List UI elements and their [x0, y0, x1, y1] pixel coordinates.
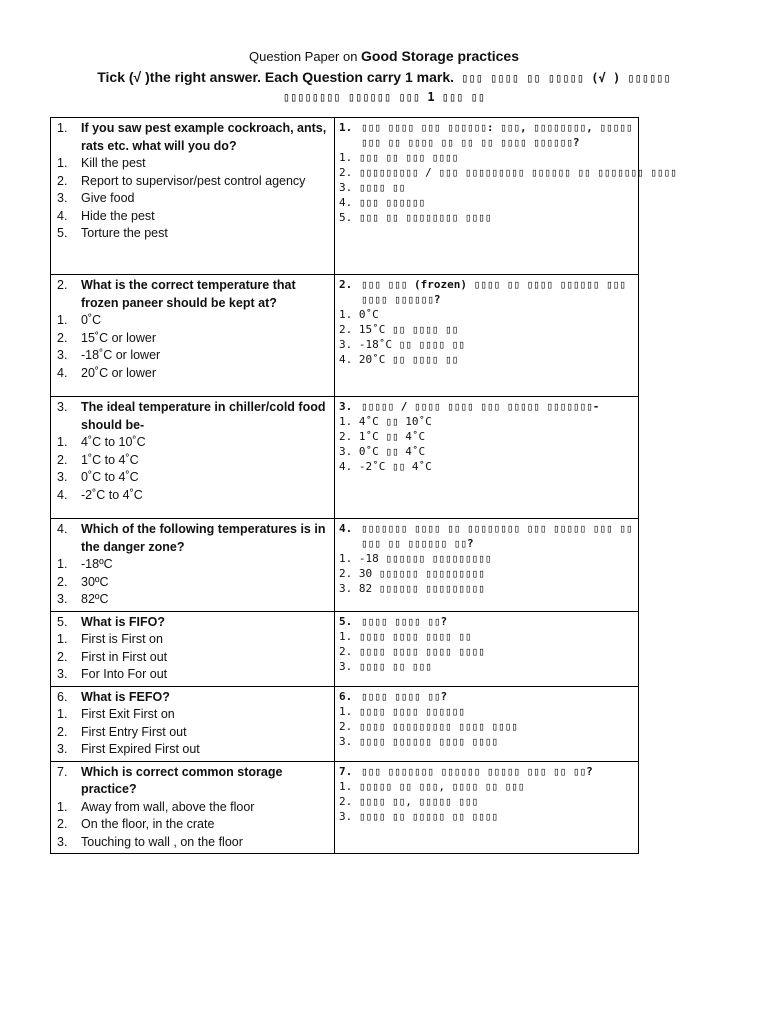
question-en-cell [51, 275, 335, 397]
answer-option-hi[interactable]: 1. ▯▯▯▯ ▯▯▯▯ ▯▯▯▯▯▯ [339, 704, 465, 718]
option-text: 20˚C or lower [81, 365, 157, 380]
question-row [51, 686, 639, 761]
option-number: 1. [57, 799, 68, 814]
answer-option-hi[interactable]: 3. ▯▯▯▯ ▯▯ ▯▯▯▯▯ ▯▯ ▯▯▯▯ [339, 809, 498, 823]
question-number: 3. [57, 400, 68, 414]
answer-option-hi[interactable]: 1. -18 ▯▯▯▯▯▯ ▯▯▯▯▯▯▯▯▯ [339, 552, 492, 565]
option-number: 1. [57, 557, 68, 571]
question-table [50, 117, 677, 854]
option-text: Kill the pest [81, 156, 146, 170]
answer-option-en[interactable] [55, 834, 330, 852]
question-text-hi [339, 764, 634, 779]
option-text: Report to supervisor/pest control agency [81, 173, 306, 188]
question-number-hi: 3. [339, 400, 353, 413]
option-text: 4˚C to 10˚C [81, 435, 146, 449]
question-en-cell [51, 761, 335, 854]
answer-option-en[interactable] [55, 574, 330, 592]
question-row [51, 275, 639, 397]
question-hi-cell [335, 118, 677, 275]
option-text: 0˚C [81, 313, 102, 327]
answer-option-en[interactable] [55, 347, 330, 365]
answer-option-hi[interactable]: 3. 0˚C ▯▯ 4˚C [339, 445, 426, 458]
paper-title [0, 46, 768, 67]
option-text: 82ºC [81, 592, 109, 606]
question-prompt-hi: ▯▯▯▯ ▯▯▯▯ ▯▯? [361, 614, 448, 628]
option-number: 1. [57, 435, 68, 449]
answer-option-hi[interactable]: 1. ▯▯▯ ▯▯ ▯▯▯ ▯▯▯▯ [339, 151, 459, 164]
option-text: Torture the pest [81, 226, 168, 240]
answer-option-hi[interactable]: 2. ▯▯▯▯ ▯▯▯▯ ▯▯▯▯ ▯▯▯▯ [339, 644, 485, 658]
question-en-cell [51, 519, 335, 612]
answer-option-hi[interactable]: 2. 30 ▯▯▯▯▯▯ ▯▯▯▯▯▯▯▯▯ [339, 567, 485, 580]
answer-option-hi[interactable]: 2. ▯▯▯▯ ▯▯, ▯▯▯▯▯ ▯▯▯ [339, 794, 479, 808]
instructions-hi: ▯▯▯ ▯▯▯▯ ▯▯ ▯▯▯▯▯ (√ ) ▯▯▯▯▯▯ [454, 71, 671, 85]
option-number: 2. [57, 173, 68, 188]
option-number: 2. [57, 574, 68, 589]
option-text: Away from wall, above the floor [81, 799, 255, 814]
answer-option-hi[interactable]: 4. ▯▯▯ ▯▯▯▯▯▯ [339, 196, 426, 209]
answer-option-en[interactable] [55, 469, 330, 487]
question-prompt-hi: ▯▯▯▯▯ / ▯▯▯▯ ▯▯▯▯ ▯▯▯ ▯▯▯▯▯ ▯▯▯▯▯▯▯- [361, 400, 600, 413]
option-text: On the floor, in the crate [81, 817, 215, 831]
option-text: -2˚C to 4˚C [81, 487, 143, 502]
option-text: First Expired First out [81, 742, 200, 756]
option-text: -18˚C or lower [81, 348, 161, 362]
question-text-en [55, 764, 330, 799]
question-text-en [55, 277, 330, 312]
question-row [51, 761, 639, 854]
question-prompt-hi: ▯▯▯▯ ▯▯▯▯ ▯▯? [361, 689, 448, 703]
option-number: 2. [57, 330, 68, 345]
answer-option-hi[interactable]: 5. ▯▯▯ ▯▯ ▯▯▯▯▯▯▯▯ ▯▯▯▯ [339, 211, 492, 224]
question-prompt: Which of the following temperatures is in the danger zone? [81, 522, 326, 554]
page-header [0, 46, 768, 106]
option-number: 4. [57, 208, 68, 223]
answer-option-en[interactable] [55, 666, 330, 684]
question-hi-cell [335, 519, 639, 612]
instructions-line [0, 67, 768, 88]
question-row [51, 519, 639, 612]
question-prompt-hi: ▯▯▯ ▯▯▯▯▯▯▯ ▯▯▯▯▯▯ ▯▯▯▯▯ ▯▯▯ ▯▯ ▯▯? [361, 764, 593, 778]
answer-option-hi[interactable]: 3. 82 ▯▯▯▯▯▯ ▯▯▯▯▯▯▯▯▯ [339, 582, 485, 595]
question-number-hi: 1. [339, 121, 353, 134]
answer-option-en[interactable] [55, 173, 330, 191]
answer-option-en[interactable] [55, 631, 330, 649]
answer-option-en[interactable] [55, 452, 330, 470]
answer-option-en[interactable] [55, 741, 330, 759]
option-number: 2. [57, 649, 68, 664]
instructions-hi-line2: ▯▯▯▯▯▯▯▯ ▯▯▯▯▯▯ ▯▯▯ 1 ▯▯▯ ▯▯ [282, 90, 486, 104]
question-number-hi: 6. [339, 689, 353, 703]
option-number: 2. [57, 817, 68, 831]
answer-option-hi[interactable]: 3. ▯▯▯▯ ▯▯ ▯▯▯ [339, 659, 432, 673]
answer-option-en[interactable] [55, 591, 330, 609]
answer-option-hi[interactable]: 1. 4˚C ▯▯ 10˚C [339, 415, 432, 428]
answer-option-en[interactable] [55, 649, 330, 667]
question-prompt: What is FIFO? [81, 614, 166, 629]
option-text: For Into For out [81, 667, 168, 681]
answer-option-en[interactable] [55, 155, 330, 173]
answer-option-en[interactable] [55, 190, 330, 208]
answer-option-en[interactable] [55, 434, 330, 452]
option-number: 2. [57, 452, 68, 467]
option-text: First in First out [81, 649, 168, 664]
option-number: 3. [57, 470, 68, 484]
option-number: 3. [57, 191, 68, 205]
answer-option-en[interactable] [55, 799, 330, 817]
question-number: 2. [57, 278, 68, 292]
answer-option-hi[interactable]: 1. ▯▯▯▯ ▯▯▯▯ ▯▯▯▯ ▯▯ [339, 629, 472, 643]
question-number: 5. [57, 614, 68, 629]
question-hi-cell [335, 686, 639, 761]
option-number: 3. [57, 667, 68, 681]
option-text: First Exit First on [81, 707, 175, 721]
question-en-cell [51, 611, 335, 686]
option-text: -18ºC [81, 557, 113, 571]
question-number-hi: 5. [339, 614, 353, 628]
question-number: 7. [57, 764, 68, 779]
question-prompt-hi: ▯▯▯▯▯▯▯ ▯▯▯▯ ▯▯ ▯▯▯▯▯▯▯▯ ▯▯▯ ▯▯▯▯▯ ▯▯▯ ▯▯ ▯▯▯ ▯▯ ▯▯▯▯▯▯ ▯▯? [361, 522, 633, 550]
option-number: 2. [57, 724, 68, 739]
option-text: 1˚C to 4˚C [81, 452, 139, 467]
answer-option-en[interactable] [55, 330, 330, 348]
option-number: 4. [57, 365, 68, 380]
option-number: 1. [57, 313, 68, 327]
option-text: First is First on [81, 632, 163, 646]
title-topic: Good Storage practices [361, 48, 519, 64]
option-number: 1. [57, 632, 68, 646]
answer-option-en[interactable] [55, 816, 330, 834]
option-number: 1. [57, 156, 68, 170]
option-text: 30ºC [81, 574, 109, 589]
instructions-en: Tick (√ )the right answer. Each Question carry 1 mark. [97, 69, 455, 85]
question-prompt-hi: ▯▯▯ ▯▯▯ (frozen) ▯▯▯▯ ▯▯ ▯▯▯▯ ▯▯▯▯▯▯ ▯▯▯ ▯▯▯▯ ▯▯▯▯▯▯? [361, 278, 626, 306]
answer-option-hi[interactable]: 1. 0˚C [339, 308, 379, 321]
question-text-en [55, 120, 330, 155]
option-text: First Entry First out [81, 724, 187, 739]
question-number-hi: 4. [339, 522, 353, 535]
question-hi-cell [335, 611, 639, 686]
answer-option-hi[interactable]: 3. -18˚C ▯▯ ▯▯▯▯ ▯▯ [339, 338, 465, 351]
answer-option-en[interactable] [55, 706, 330, 724]
question-en-cell [51, 118, 335, 275]
option-number: 4. [57, 487, 68, 502]
question-row [51, 611, 639, 686]
answer-option-hi[interactable]: 3. ▯▯▯▯ ▯▯▯▯▯▯ ▯▯▯▯ ▯▯▯▯ [339, 734, 498, 748]
answer-option-hi[interactable]: 1. ▯▯▯▯▯ ▯▯ ▯▯▯, ▯▯▯▯ ▯▯ ▯▯▯ [339, 779, 525, 793]
answer-option-en[interactable] [55, 208, 330, 226]
question-number: 1. [57, 121, 68, 135]
answer-option-hi[interactable]: 2. 1˚C ▯▯ 4˚C [339, 430, 426, 443]
answer-option-en[interactable] [55, 365, 330, 383]
option-number: 3. [57, 742, 68, 756]
option-text: 15˚C or lower [81, 330, 157, 345]
question-text-en [55, 399, 330, 434]
question-hi-cell [335, 275, 639, 397]
question-en-cell [51, 397, 335, 519]
question-text-hi [339, 521, 634, 551]
option-number: 5. [57, 226, 68, 240]
option-text: Give food [81, 191, 135, 205]
answer-option-en[interactable] [55, 724, 330, 742]
answer-option-hi[interactable]: 3. ▯▯▯▯ ▯▯ [339, 181, 406, 194]
question-number: 4. [57, 522, 68, 536]
question-text-hi [339, 399, 634, 414]
question-text-hi [339, 277, 634, 307]
title-prefix: Question Paper on [249, 49, 362, 64]
answer-option-hi[interactable]: 2. ▯▯▯▯ ▯▯▯▯▯▯▯▯▯ ▯▯▯▯ ▯▯▯▯ [339, 719, 518, 733]
question-prompt: What is the correct temperature that frozen paneer should be kept at? [81, 278, 296, 310]
question-hi-cell [335, 761, 639, 854]
question-text-en [55, 521, 330, 556]
question-prompt: Which is correct common storage practice? [81, 764, 283, 796]
answer-option-en[interactable] [55, 312, 330, 330]
question-prompt: If you saw pest example cockroach, ants, rats etc. what will you do? [81, 121, 327, 153]
answer-option-hi[interactable]: 4. -2˚C ▯▯ 4˚C [339, 460, 432, 473]
question-number: 6. [57, 689, 68, 704]
question-row [51, 397, 639, 519]
option-text: Touching to wall , on the floor [81, 834, 243, 849]
option-text: 0˚C to 4˚C [81, 470, 139, 484]
question-hi-cell [335, 397, 639, 519]
answer-option-en[interactable] [55, 487, 330, 505]
option-number: 3. [57, 348, 68, 362]
answer-option-en[interactable] [55, 225, 330, 243]
answer-option-hi[interactable]: 2. ▯▯▯▯▯▯▯▯▯ / ▯▯▯ ▯▯▯▯▯▯▯▯▯ ▯▯▯▯▯▯ ▯▯ ▯▯▯▯▯▯▯ ▯▯▯▯ [339, 166, 677, 179]
question-number-hi: 2. [339, 278, 353, 291]
question-prompt: The ideal temperature in chiller/cold food should be- [81, 400, 326, 432]
answer-option-hi[interactable]: 2. 15˚C ▯▯ ▯▯▯▯ ▯▯ [339, 323, 459, 336]
option-number: 3. [57, 592, 68, 606]
answer-option-hi[interactable]: 4. 20˚C ▯▯ ▯▯▯▯ ▯▯ [339, 353, 459, 366]
option-number: 3. [57, 834, 68, 849]
question-prompt: What is FEFO? [81, 689, 170, 704]
question-prompt-hi: ▯▯▯ ▯▯▯▯ ▯▯▯ ▯▯▯▯▯▯: ▯▯▯, ▯▯▯▯▯▯▯▯, ▯▯▯▯▯ ▯▯▯ ▯▯ ▯▯▯▯ ▯▯ ▯▯ ▯▯ ▯▯▯▯ ▯▯▯▯▯▯? [361, 121, 633, 149]
question-en-cell [51, 686, 335, 761]
question-text-hi [339, 689, 634, 704]
question-text-hi [339, 614, 634, 629]
question-number-hi: 7. [339, 764, 353, 778]
question-text-hi [339, 120, 634, 150]
option-number: 1. [57, 707, 68, 721]
question-text-en [55, 614, 330, 632]
question-text-en [55, 689, 330, 707]
question-row [51, 118, 639, 275]
answer-option-en[interactable] [55, 556, 330, 574]
option-text: Hide the pest [81, 208, 155, 223]
